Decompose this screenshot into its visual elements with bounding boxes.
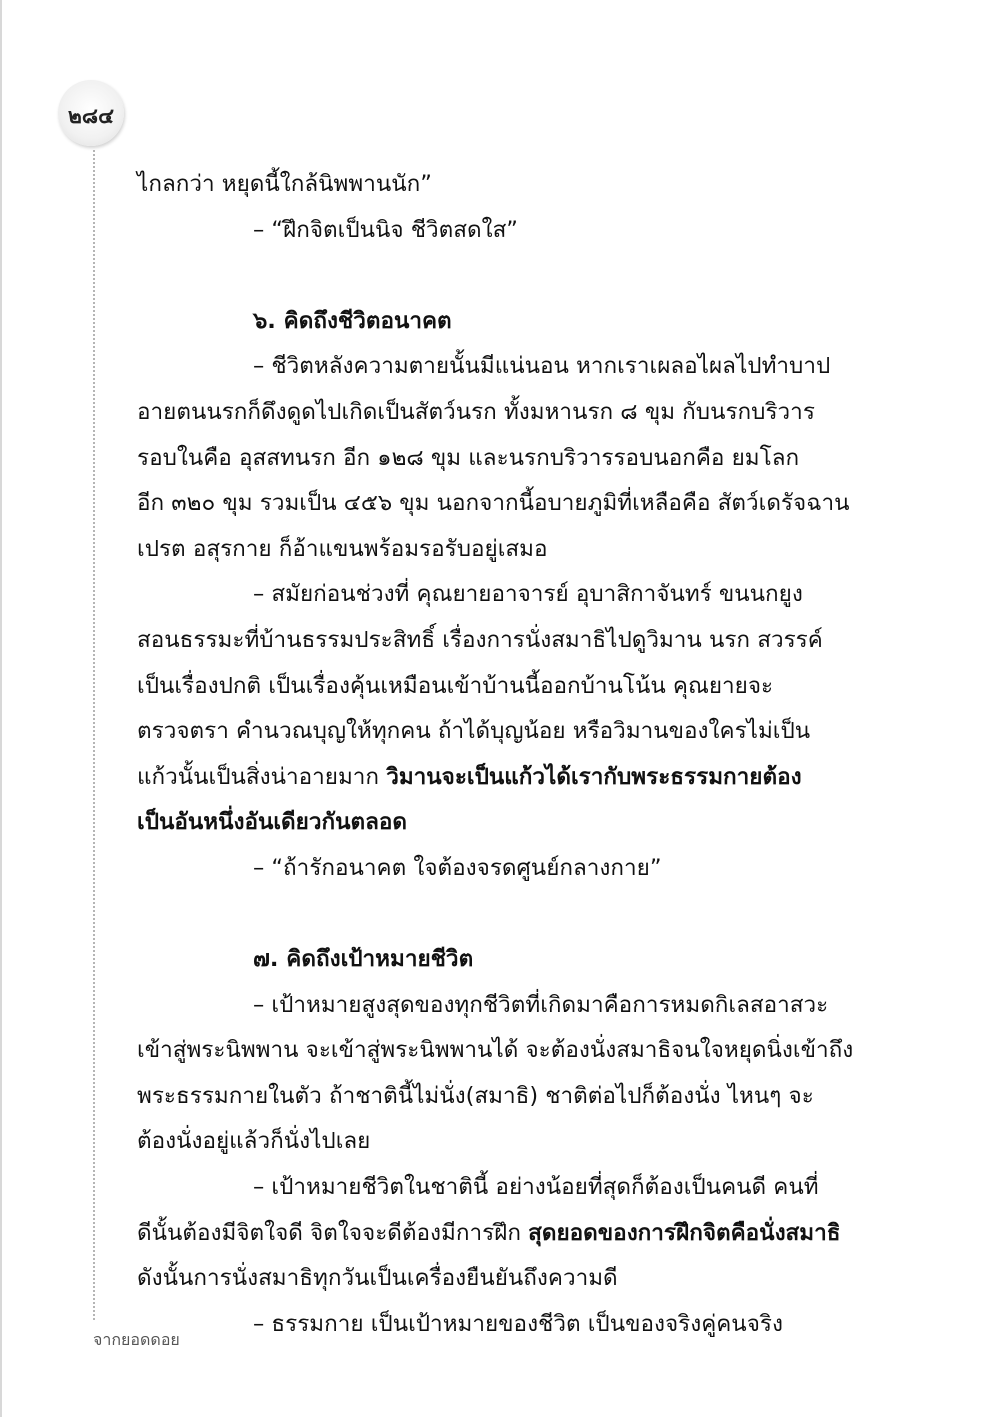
line-text: แก้วนั้นเป็นสิ่งน่าอายมาก (137, 763, 387, 790)
line-text: ๗. คิดถึงเป้าหมายชีวิต (253, 946, 474, 973)
blank-line (137, 253, 880, 299)
line-text: อีก ๓๒๐ ขุม รวมเป็น ๔๕๖ ขุม นอกจากนี้อบายภูมิที่เหลือคือ สัตว์เดรัจฉาน (137, 490, 850, 517)
line-text: สอนธรรมะที่บ้านธรรมประสิทธิ์ เรื่องการนั่งสมาธิไปดูวิมาน นรก สวรรค์ (137, 626, 823, 653)
blank-line (137, 892, 880, 938)
text-line (137, 709, 880, 755)
text-line (137, 1074, 880, 1120)
text-line (137, 846, 880, 892)
text-line (137, 1302, 880, 1348)
text-line (137, 1119, 880, 1165)
text-line (137, 390, 880, 436)
line-text: ตรวจตรา คำนวณบุญให้ทุกคน ถ้าได้บุญน้อย หรือวิมานของใครไม่เป็น (137, 718, 811, 745)
line-bold-text: วิมานจะเป็นแก้วได้เรากับพระธรรมกายต้อง (386, 763, 802, 790)
line-text: – สมัยก่อนช่วงที่ คุณยายอาจารย์ อุบาสิกาจันทร์ ขนนกยูง (253, 581, 803, 608)
text-line (137, 618, 880, 664)
text-line (137, 162, 880, 208)
text-line (137, 1211, 880, 1257)
text-line (137, 572, 880, 618)
line-text: – “ถ้ารักอนาคต ใจต้องจรดศูนย์กลางกาย” (253, 854, 662, 881)
line-text: อายตนนรกก็ดึงดูดไปเกิดเป็นสัตว์นรก ทั้งมหานรก ๘ ขุม กับนรกบริวาร (137, 398, 815, 425)
section-heading (137, 800, 880, 846)
line-text: ดังนั้นการนั่งสมาธิทุกวันเป็นเครื่องยืนยันถึงความดี (137, 1265, 618, 1292)
line-text: – เป้าหมายสูงสุดของทุกชีวิตที่เกิดมาคือการหมดกิเลสอาสวะ (253, 991, 829, 1018)
page-edge-line (0, 0, 2, 1417)
line-text: พระธรรมกายในตัว ถ้าชาตินี้ไม่นั่ง(สมาธิ) ชาติต่อไปก็ต้องนั่ง ไหนๆ จะ (137, 1082, 814, 1109)
footer-book-title: จากยอดดอย (93, 1330, 180, 1349)
text-line (137, 481, 880, 527)
line-text: ไกลกว่า หยุดนี้ใกล้นิพพานนัก” (137, 171, 432, 197)
text-line (137, 527, 880, 573)
text-line (137, 664, 880, 710)
section-heading (137, 299, 880, 345)
page-number: ๒๘๔ (68, 104, 114, 128)
section-heading (137, 937, 880, 983)
page-number-badge (58, 80, 124, 146)
line-text: – เป้าหมายชีวิตในชาตินี้ อย่างน้อยที่สุดก็ต้องเป็นคนดี คนที่ (253, 1174, 819, 1201)
text-line (137, 1256, 880, 1302)
line-text: เป็นเรื่องปกติ เป็นเรื่องคุ้นเหมือนเข้าบ้านนี้ออกบ้านโน้น คุณยายจะ (137, 672, 774, 699)
line-text: – ชีวิตหลังความตายนั้นมีแน่นอน หากเราเผลอไผลไปทำบาป (253, 353, 831, 380)
text-line (137, 755, 880, 801)
line-text: ๖. คิดถึงชีวิตอนาคต (253, 307, 452, 334)
line-bold-text: สุดยอดของการฝึกจิตคือนั่งสมาธิ (528, 1219, 841, 1246)
line-text: เป็นอันหนึ่งอันเดียวกันตลอด (137, 809, 407, 836)
line-text: รอบในคือ อุสสทนรก อีก ๑๒๘ ขุม และนรกบริวารรอบนอกคือ ยมโลก (137, 444, 800, 471)
dotted-margin-line (93, 150, 95, 1320)
text-line (137, 208, 880, 254)
line-text: เข้าสู่พระนิพพาน จะเข้าสู่พระนิพพานได้ จะต้องนั่งสมาธิจนใจหยุดนิ่งเข้าถึง (137, 1037, 854, 1064)
text-line (137, 1165, 880, 1211)
text-line (137, 436, 880, 482)
body-text (137, 162, 880, 1347)
text-line (137, 1028, 880, 1074)
line-text: – ธรรมกาย เป็นเป้าหมายของชีวิต เป็นของจริงคู่คนจริง (253, 1310, 783, 1337)
line-text: – “ฝึกจิตเป็นนิจ ชีวิตสดใส” (253, 216, 518, 243)
text-line (137, 344, 880, 390)
line-text: ต้องนั่งอยู่แล้วก็นั่งไปเลย (137, 1128, 371, 1155)
line-text: เปรต อสุรกาย ก็อ้าแขนพร้อมรอรับอยู่เสมอ (137, 535, 548, 562)
line-text: ดีนั้นต้องมีจิตใจดี จิตใจจะดีต้องมีการฝึก (137, 1219, 529, 1246)
text-line (137, 983, 880, 1029)
